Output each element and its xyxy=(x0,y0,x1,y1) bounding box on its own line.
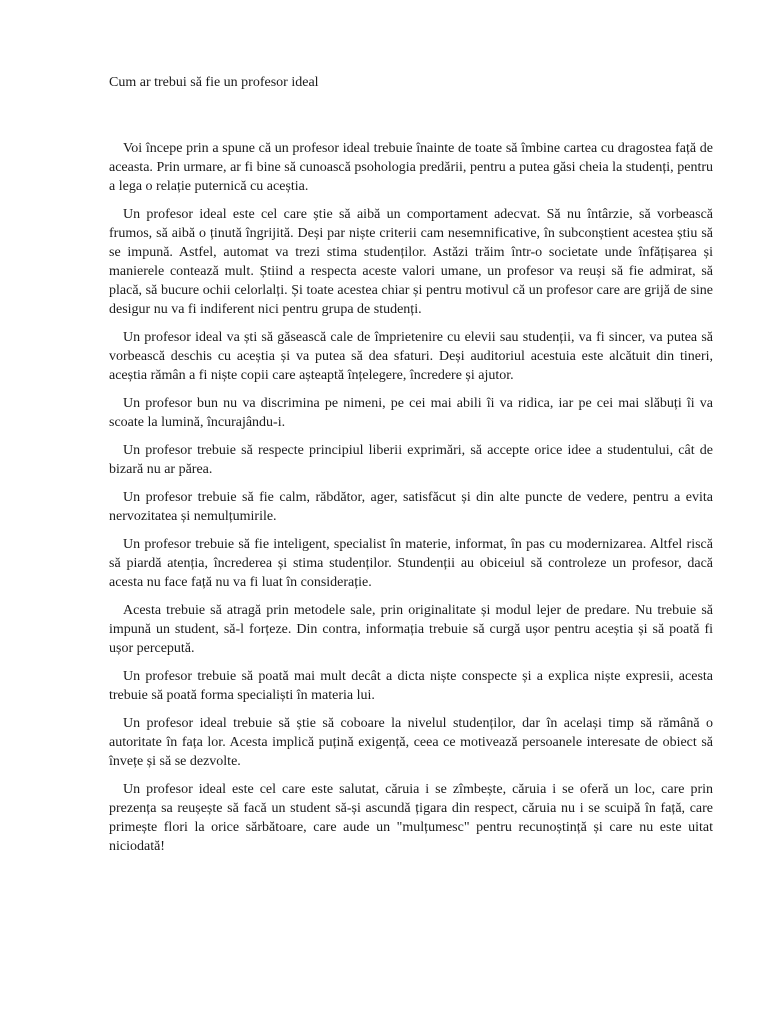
paragraph: Un profesor bun nu va discrimina pe nimeni, pe cei mai abili îi va ridica, iar pe cei mai slăbuți îi va scoate la lumină, încurajându-i. xyxy=(109,396,713,430)
paragraph: Un profesor trebuie să fie inteligent, specialist în materie, informat, în pas cu modernizarea. Altfel riscă să piardă atenția, încrederea și stima studenților. Stundenții au obiceiul să controleze un profesor, dacă acesta nu face față nu va fi luat în considerație. xyxy=(109,537,713,590)
paragraph: Un profesor trebuie să poată mai mult decât a dicta niște conspecte și a explica niște expresii, acesta trebuie să poată forma specialiști în materia lui. xyxy=(109,669,713,703)
document-title: Cum ar trebui să fie un profesor ideal xyxy=(109,75,319,90)
paragraph: Un profesor trebuie să fie calm, răbdător, ager, satisfăcut și din alte puncte de vedere, pentru a evita nervozitatea și nemulțumirile. xyxy=(109,490,713,524)
paragraph: Voi începe prin a spune că un profesor ideal trebuie înainte de toate să îmbine cartea cu dragostea față de aceasta. Prin urmare, ar fi bine să cunoască psohologia predării, pentru a putea găsi cheia la studenți, pentru a lega o relație puternică cu aceștia. xyxy=(109,141,713,194)
paragraph: Un profesor ideal trebuie să știe să coboare la nivelul studenților, dar în același timp să rămână o autoritate în fața lor. Acesta implică puțină exigență, ceea ce motivează persoanele interesate de obiect să învețe și să se dezvolte. xyxy=(109,716,713,769)
paragraph: Un profesor trebuie să respecte principiul liberii exprimări, să accepte orice idee a studentului, cât de bizară nu ar părea. xyxy=(109,443,713,477)
paragraph: Un profesor ideal este cel care știe să aibă un comportament adecvat. Să nu întârzie, să vorbească frumos, să aibă o ținută îngrijită. Deși par niște criterii cam nesemnificative, în subconștient acestea știu să se impună. Astfel, automat va trezi stima studenților. Astăzi trăim într-o societate unde înfățișarea și manierele contează mult. Știind a respecta aceste valori umane, un profesor va reuși să fie admirat, să placă, să bucure ochii celorlalți. Și toate acestea chiar și pentru motivul că un profesor care are grijă de sine desigur nu va fi indiferent nici pentru grupa de studenți. xyxy=(109,207,713,317)
paragraph: Un profesor ideal este cel care este salutat, căruia i se zîmbește, căruia i se oferă un loc, care prin prezența sa reușește să facă un student să-și ascundă țigara din respect, căruia nu i se scuipă în față, care primește flori la orice sărbătoare, care aude un "mulțumesc" pentru recunoștință și care nu este uitat niciodată! xyxy=(109,782,713,854)
document-body xyxy=(109,139,713,865)
paragraph: Acesta trebuie să atragă prin metodele sale, prin originalitate și modul lejer de predare. Nu trebuie să impună un student, să-l forțeze. Din contra, informația trebuie să curgă ușor pentru aceștia și să poată fi ușor percepută. xyxy=(109,603,713,656)
paragraph: Un profesor ideal va ști să găsească cale de împrietenire cu elevii sau studenții, va fi sincer, va putea să vorbească deschis cu aceștia și va putea să dea sfaturi. Deși auditoriul acestuia este alcătuit din tineri, aceștia rămân a fi niște copii care așteaptă înțelegere, încredere și ajutor. xyxy=(109,330,713,383)
